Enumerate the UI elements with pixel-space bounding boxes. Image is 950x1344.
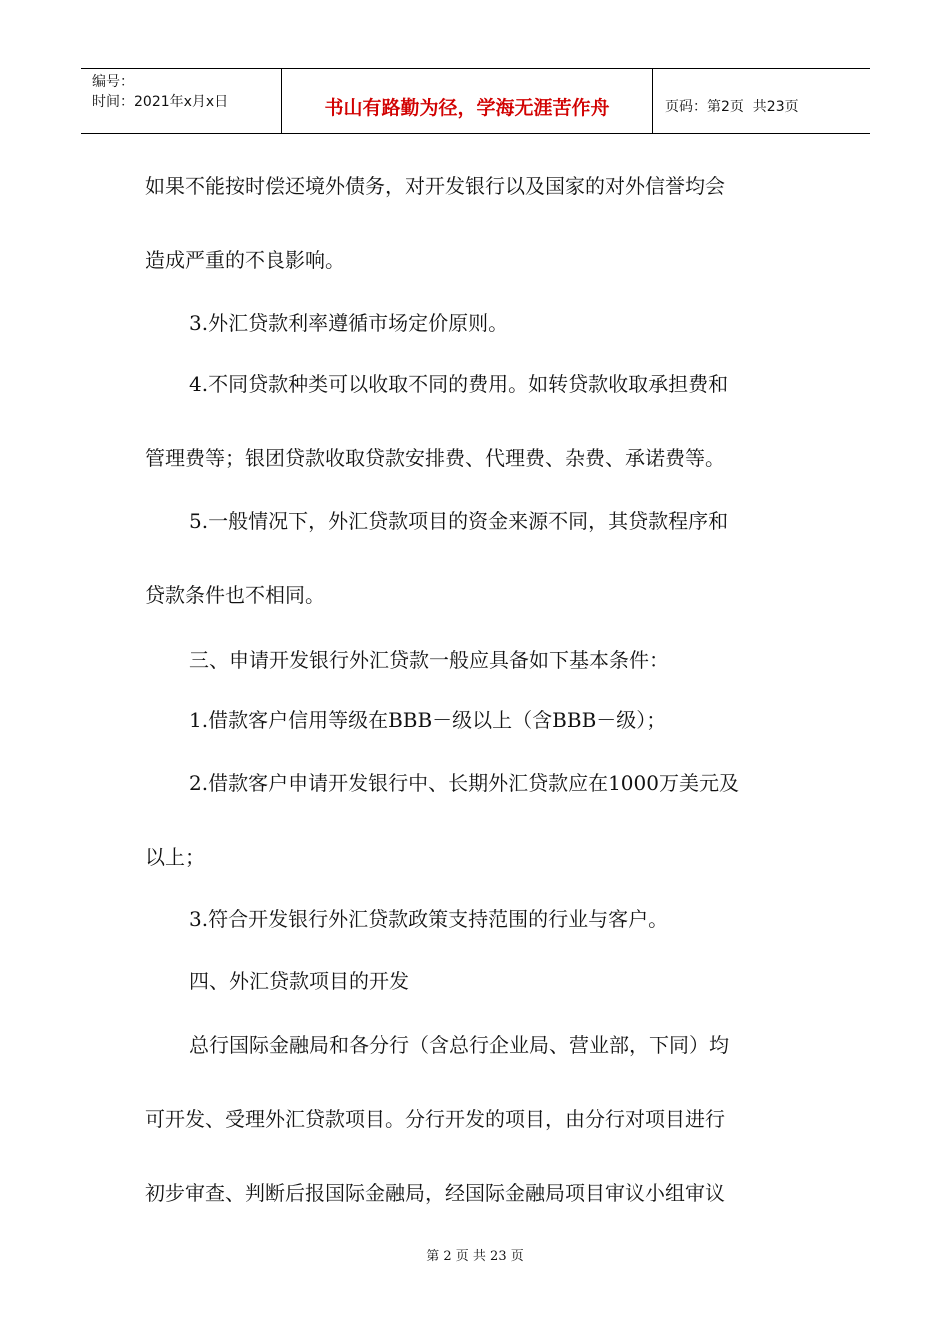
text-line: 可开发、受理外汇贷款项目。分行开发的项目，由分行对项目进行 — [145, 1107, 725, 1131]
text-line: 如果不能按时偿还境外债务，对开发银行以及国家的对外信誉均会 — [145, 174, 725, 198]
section-heading: 三、申请开发银行外汇贷款一般应具备如下基本条件： — [189, 648, 669, 672]
text-line: 3.外汇贷款利率遵循市场定价原则。 — [189, 311, 509, 335]
header-motto: 书山有路勤为径，学海无涯苦作舟 — [282, 69, 653, 133]
section-heading: 四、外汇贷款项目的开发 — [189, 969, 409, 993]
text-line: 1.借款客户信用等级在BBB－级以上（含BBB－级）； — [189, 708, 667, 732]
text-line: 2.借款客户申请开发银行中、长期外汇贷款应在1000万美元及 — [189, 771, 739, 795]
header-meta — [81, 69, 282, 133]
text-line: 5.一般情况下，外汇贷款项目的资金来源不同，其贷款程序和 — [189, 509, 729, 533]
text-line: 造成严重的不良影响。 — [145, 248, 345, 272]
text-line: 4.不同贷款种类可以收取不同的费用。如转贷款收取承担费和 — [189, 372, 729, 396]
text-line: 管理费等；银团贷款收取贷款安排费、代理费、杂费、承诺费等。 — [145, 446, 725, 470]
text-line: 总行国际金融局和各分行（含总行企业局、营业部，下同）均 — [189, 1033, 729, 1057]
text-line: 贷款条件也不相同。 — [145, 583, 325, 607]
text-line: 以上； — [145, 845, 205, 869]
date-label: 时间：2021年x月x日 — [92, 94, 229, 110]
serial-number-label: 编号： — [92, 74, 134, 90]
document-header — [81, 68, 870, 134]
page-footer: 第 2 页 共 23 页 — [426, 1249, 524, 1264]
text-line: 3.符合开发银行外汇贷款政策支持范围的行业与客户。 — [189, 907, 669, 931]
header-page-info: 页码：第2页 共23页 — [665, 99, 799, 115]
text-line: 初步审查、判断后报国际金融局，经国际金融局项目审议小组审议 — [145, 1181, 725, 1205]
